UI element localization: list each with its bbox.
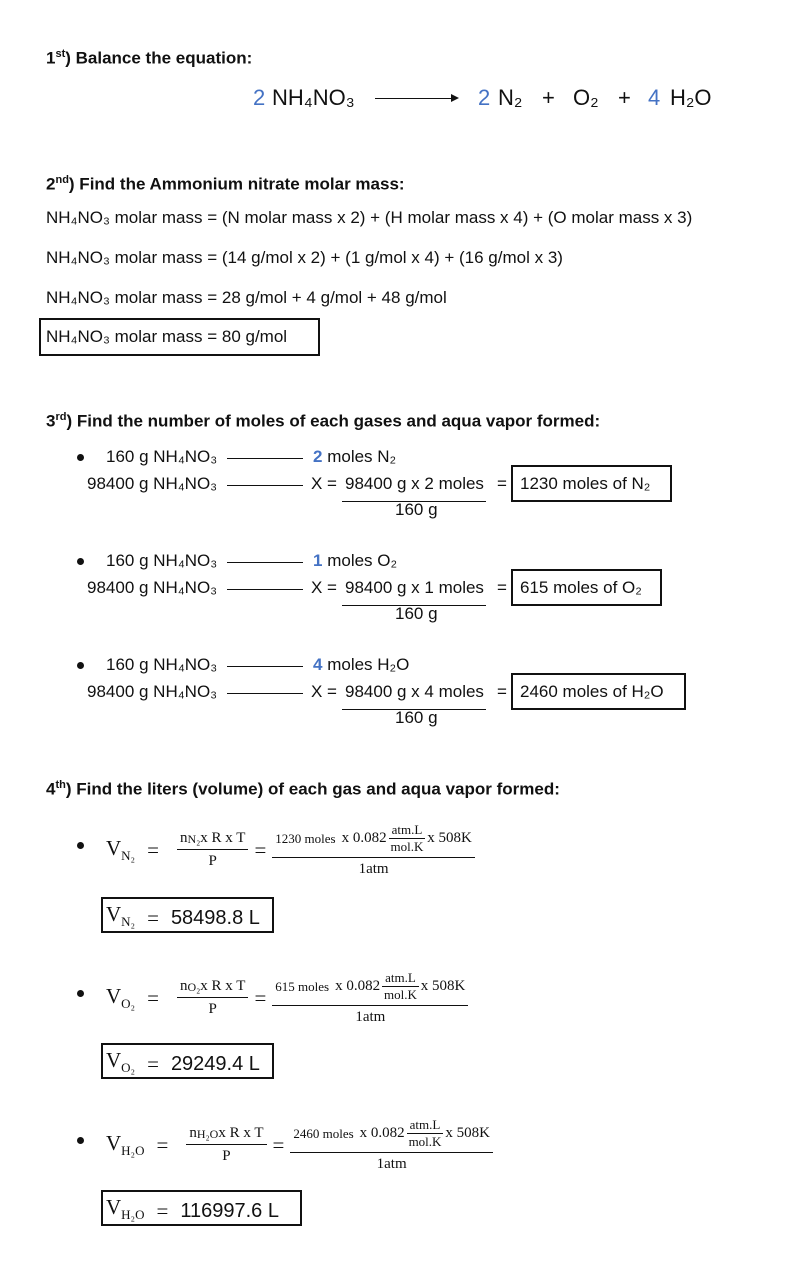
- ratio-line: [227, 666, 303, 667]
- reaction-arrow-icon: [375, 98, 457, 99]
- ratio-reactant: 160 g NH₄NO₃: [106, 447, 218, 466]
- product: H₂O: [670, 85, 712, 110]
- reactant: NH₄NO₃: [272, 85, 355, 110]
- plus: +: [618, 85, 631, 110]
- step2-heading: 2nd) Find the Ammonium nitrate molar mass:: [46, 174, 405, 194]
- bullet: [77, 454, 84, 461]
- bullet: [77, 662, 84, 669]
- calc-line: NH₄NO₃ molar mass = (N molar mass x 2) + (H molar mass x 4) + (O molar mass x 3): [46, 208, 693, 227]
- numerator: 98400 g x 2 moles: [345, 474, 484, 493]
- given-mass: 98400 g NH₄NO₃: [87, 578, 218, 597]
- moles-result: 2460 moles of H₂O: [520, 682, 664, 701]
- bullet: [77, 1137, 84, 1144]
- bullet: [77, 558, 84, 565]
- x-label: X =: [311, 474, 337, 493]
- product: O₂: [573, 85, 599, 110]
- ratio-reactant: 160 g NH₄NO₃: [106, 551, 218, 570]
- given-mass: 98400 g NH₄NO₃: [87, 682, 218, 701]
- denominator: 160 g: [395, 708, 438, 727]
- denominator: 160 g: [395, 500, 438, 519]
- volume-result: $V_{H_2O}$ = 116997.6 L: [106, 1195, 279, 1224]
- step4-heading: 4th) Find the liters (volume) of each gas and aqua vapor formed:: [46, 779, 560, 799]
- denominator: 160 g: [395, 604, 438, 623]
- step1-heading: 1st) Balance the equation:: [46, 48, 253, 68]
- ratio-line: [227, 562, 303, 563]
- ideal-gas-formula: $V_{N_2}$ = n N₂ x R x T P = 1230 moles x 0.082 $\frac{\text{atm.L}}{\text{mol.K}}$ x 508K 1atm: [106, 822, 479, 878]
- plus: +: [542, 85, 555, 110]
- ideal-gas-formula: $V_{O_2}$ = n O₂ x R x T P = 615 moles x 0.082 $\frac{\text{atm.L}}{\text{mol.K}}$ x 508K 1atm: [106, 970, 472, 1026]
- ratio-line: [227, 485, 303, 486]
- bullet: [77, 990, 84, 997]
- numerator: 98400 g x 1 moles: [345, 578, 484, 597]
- moles-result: 615 moles of O₂: [520, 578, 642, 597]
- molar-mass-result: NH₄NO₃ molar mass = 80 g/mol: [46, 327, 288, 346]
- volume-result: $V_{N_2}$ = 58498.8 L: [106, 902, 260, 931]
- calc-line: NH₄NO₃ molar mass = 28 g/mol + 4 g/mol + 48 g/mol: [46, 288, 447, 307]
- numerator: 98400 g x 4 moles: [345, 682, 484, 701]
- x-label: X =: [311, 682, 337, 701]
- ratio-product: 1 moles O₂: [313, 551, 398, 570]
- calc-line: NH₄NO₃ molar mass = (14 g/mol x 2) + (1 g/mol x 4) + (16 g/mol x 3): [46, 248, 563, 267]
- equals: =: [497, 682, 507, 701]
- ratio-product: 4 moles H₂O: [313, 655, 410, 674]
- ideal-gas-formula: $V_{H_2O}$ = n H₂O x R x T P = 2460 moles x 0.082 $\frac{\text{atm.L}}{\text{mol.K}}$ x 508K 1atm: [106, 1117, 497, 1173]
- ratio-line: [227, 458, 303, 459]
- ratio-product: 2 moles N₂: [313, 447, 397, 466]
- coef: 2: [478, 85, 491, 110]
- coef: 4: [648, 85, 661, 110]
- ratio-reactant: 160 g NH₄NO₃: [106, 655, 218, 674]
- given-mass: 98400 g NH₄NO₃: [87, 474, 218, 493]
- volume-result: $V_{O_2}$ = 29249.4 L: [106, 1048, 260, 1077]
- step3-heading: 3rd) Find the number of moles of each gases and aqua vapor formed:: [46, 411, 601, 431]
- moles-result: 1230 moles of N₂: [520, 474, 651, 493]
- ratio-line: [227, 589, 303, 590]
- product: N₂: [498, 85, 523, 110]
- bullet: [77, 842, 84, 849]
- equals: =: [497, 474, 507, 493]
- x-label: X =: [311, 578, 337, 597]
- ratio-line: [227, 693, 303, 694]
- equals: =: [497, 578, 507, 597]
- coef: 2: [253, 85, 266, 110]
